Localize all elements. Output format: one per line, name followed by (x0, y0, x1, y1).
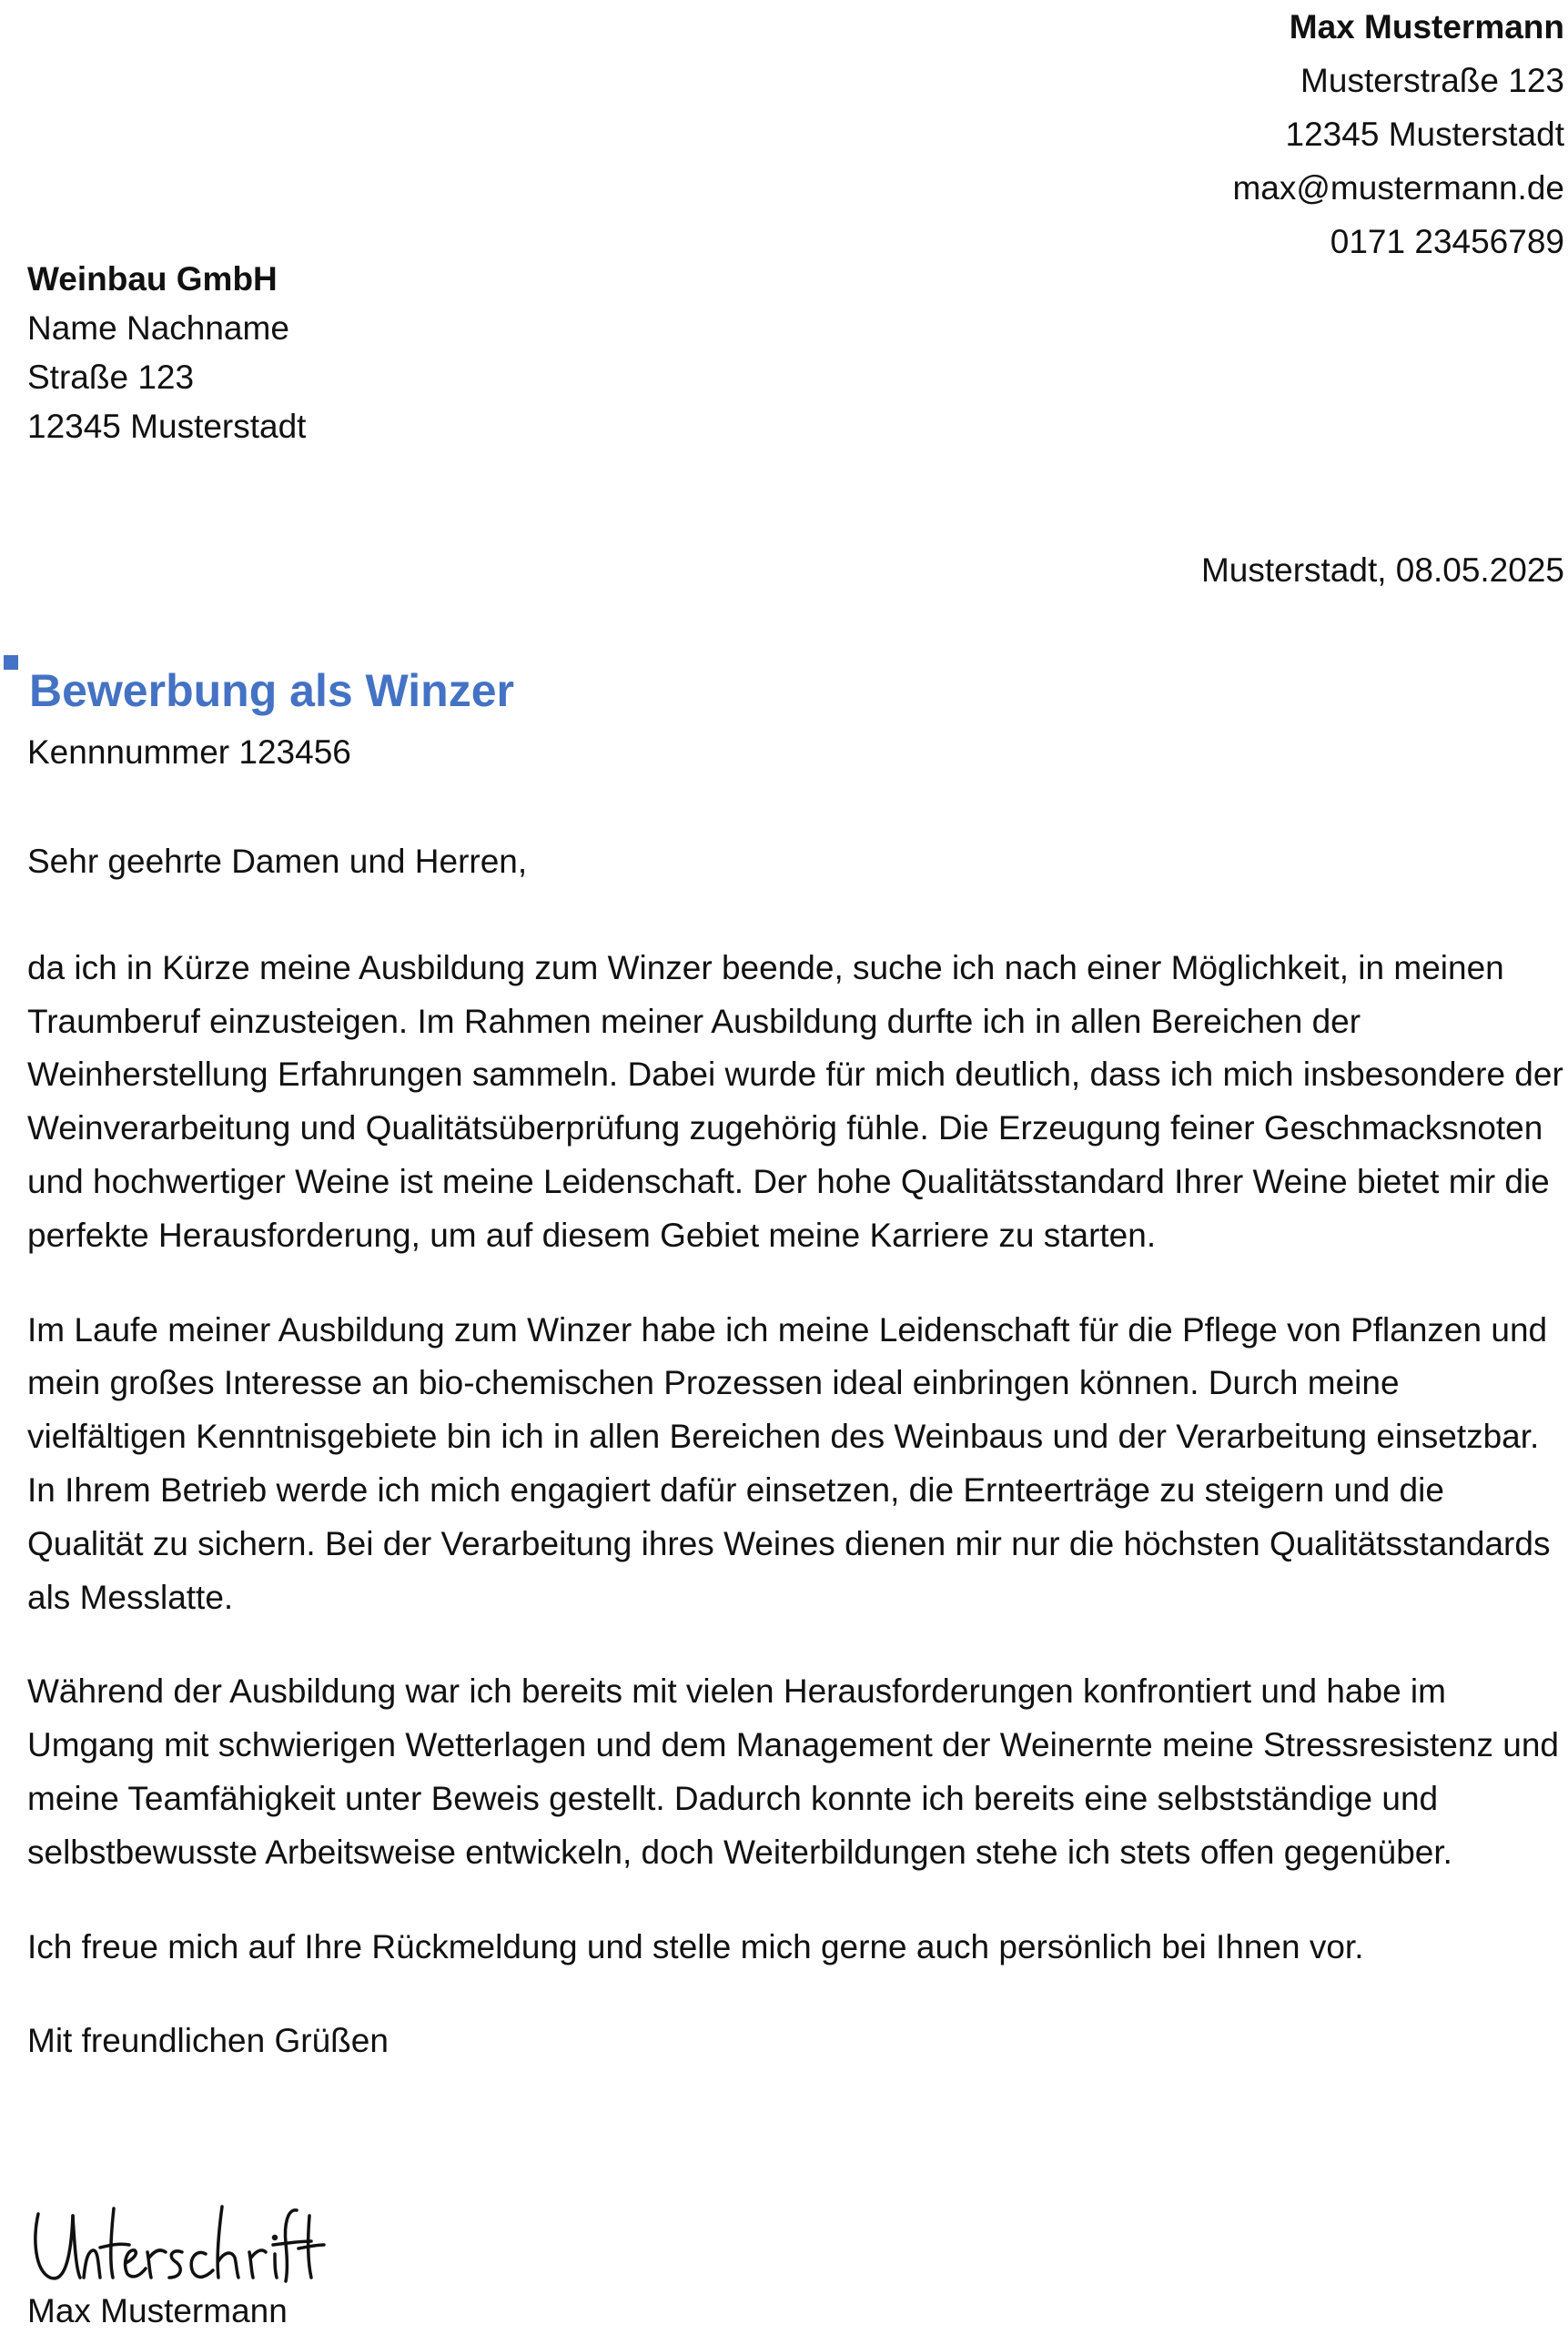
paragraph-2: Im Laufe meiner Ausbildung zum Winzer habe ich meine Leidenschaft für die Pflege von Pflanzen und mein großes Interesse an bio-chemischen Prozessen ideal einbringen können. Durch meine vielfältigen Kenntnisgebiete bin ich in allen Bereichen des Weinbaus und der Verarbeitung einsetzbar. In Ihrem Betrieb werde ich mich engagiert dafür einsetzen, die Ernteerträge zu steigern und die Qualität zu sichern. Bei der Verarbeitung ihres Weines dienen mir nur die höchsten Qualitätsstandards als Messlatte. (27, 1310, 1551, 1616)
paragraph-3: Während der Ausbildung war ich bereits mit vielen Herausforderungen konfrontiert und habe im Umgang mit schwierigen Wetterlagen und dem Management der Weinernte meine Stressresistenz und meine Teamfähigkeit unter Beweis gestellt. Dadurch konnte ich bereits eine selbstständige und selbstbewusste Arbeitsweise entwickeln, doch Weiterbildungen stehe ich stets offen gegenüber. (27, 1672, 1559, 1871)
handwritten-signature (27, 2198, 328, 2293)
recipient-city: 12345 Musterstadt (27, 408, 307, 445)
signature-drawing (27, 2198, 328, 2289)
sender-name: Max Mustermann (1289, 8, 1564, 45)
salutation: Sehr geehrte Damen und Herren, (27, 843, 528, 880)
sender-address (1232, 0, 1564, 268)
sender-street: Musterstraße 123 (1300, 62, 1564, 99)
paragraph-4: Ich freue mich auf Ihre Rückmeldung und stelle mich gerne auch persönlich bei Ihnen vor. (27, 1927, 1364, 1965)
letter-subject: Bewerbung als Winzer (29, 665, 514, 716)
signer-name: Max Mustermann (27, 2292, 288, 2329)
sender-phone: 0171 23456789 (1330, 223, 1564, 260)
recipient-company: Weinbau GmbH (27, 260, 278, 298)
recipient-address (27, 255, 306, 451)
sender-email[interactable]: max@mustermann.de (1232, 169, 1564, 207)
closing: Mit freundlichen Grüßen (27, 2022, 389, 2060)
letter-body (27, 835, 1565, 2109)
sender-city: 12345 Musterstadt (1285, 116, 1564, 153)
heading-marker (4, 655, 18, 670)
letter-date: Musterstadt, 08.05.2025 (1200, 551, 1564, 589)
reference-number: Kennnummer 123456 (27, 733, 351, 771)
recipient-contact: Name Nachname (27, 309, 289, 347)
paragraph-1: da ich in Kürze meine Ausbildung zum Winzer beende, suche ich nach einer Möglichkeit, in meinen Traumberuf einzusteigen. Im Rahmen meiner Ausbildung durfte ich in allen Bereichen der Weinherstellung Erfahrungen sammeln. Dabei wurde für mich deutlich, dass ich mich insbesondere der Weinverarbeitung und Qualitätsüberprüfung zugehörig fühle. Die Erzeugung feiner Geschmacksnoten und hochwertiger Weine ist meine Leidenschaft. Der hohe Qualitätsstandard Ihrer Weine bietet mir die perfekte Herausforderung, um auf diesem Gebiet meine Karriere zu starten. (27, 948, 1563, 1254)
recipient-street: Straße 123 (27, 359, 195, 396)
